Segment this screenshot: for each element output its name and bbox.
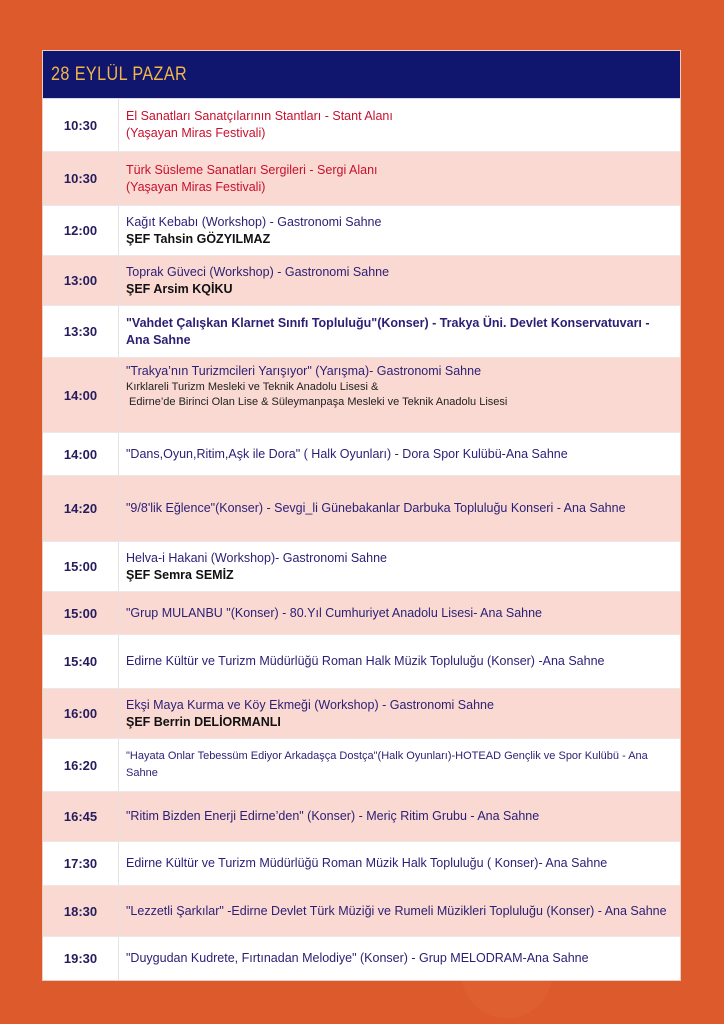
schedule-row	[43, 152, 680, 206]
event-description	[119, 592, 680, 634]
event-title: El Sanatları Sanatçılarının Stantları - Stant Alanı	[126, 109, 393, 123]
event-time: 16:00	[43, 689, 119, 738]
schedule-row	[43, 99, 680, 152]
event-time: 10:30	[43, 99, 119, 151]
event-title: Türk Süsleme Sanatları Sergileri - Sergi Alanı	[126, 162, 378, 177]
schedule-row	[43, 358, 680, 433]
participant-line: Edirne’de Birinci Olan Lise & Süleymanpaşa Mesleki ve Teknik Anadolu Lisesi	[126, 396, 508, 408]
event-time: 13:00	[43, 256, 119, 305]
event-description	[119, 433, 680, 475]
schedule-row	[43, 256, 680, 306]
event-time: 10:30	[43, 152, 119, 205]
schedule-row	[43, 937, 680, 980]
event-description	[119, 792, 680, 841]
event-title: "Vahdet Çalışkan Klarnet Sınıfı Topluluğu"(Konser) - Trakya Üni. Devlet Konservatuvarı - Ana Sahne	[126, 315, 650, 347]
day-title: 28 EYLÜL PAZAR	[51, 63, 188, 85]
schedule-row	[43, 206, 680, 256]
participant-line: Kırklareli Turizm Mesleki ve Teknik Anadolu Lisesi &	[126, 381, 379, 393]
event-title: Helva-i Hakani (Workshop)- Gastronomi Sahne	[126, 550, 387, 565]
schedule-row	[43, 306, 680, 358]
event-description	[119, 256, 680, 305]
event-description	[119, 886, 680, 936]
event-description	[119, 306, 680, 357]
event-title: Edirne Kültür ve Turizm Müdürlüğü Roman Halk Müzik Topluluğu (Konser) -Ana Sahne	[126, 654, 605, 668]
schedule-row	[43, 842, 680, 886]
event-description	[119, 542, 680, 591]
chef-name: ŞEF Tahsin GÖZYILMAZ	[126, 231, 271, 246]
schedule-row	[43, 635, 680, 689]
event-description	[119, 358, 680, 432]
chef-name: ŞEF Semra SEMİZ	[126, 567, 234, 582]
event-time: 15:00	[43, 592, 119, 634]
event-description	[119, 739, 680, 791]
schedule-row	[43, 886, 680, 937]
event-time: 14:00	[43, 433, 119, 475]
event-time: 16:45	[43, 792, 119, 841]
event-time: 18:30	[43, 886, 119, 936]
event-title: "Hayata Onlar Tebessüm Ediyor Arkadaşça Dostça"(Halk Oyunları)-HOTEAD Gençlik ve Spor Kulübü - Ana Sahne	[126, 750, 648, 779]
chef-name: ŞEF Arsim KQİKU	[126, 281, 233, 296]
chef-name: ŞEF Berrin DELİORMANLI	[126, 714, 281, 729]
event-time: 16:20	[43, 739, 119, 791]
event-time: 15:00	[43, 542, 119, 591]
event-time: 14:20	[43, 476, 119, 541]
event-title: "Dans,Oyun,Ritim,Aşk ile Dora" ( Halk Oyunları) - Dora Spor Kulübü-Ana Sahne	[126, 446, 568, 461]
event-title: Toprak Güveci (Workshop) - Gastronomi Sahne	[126, 264, 390, 279]
event-title: Ekşi Maya Kurma ve Köy Ekmeği (Workshop) - Gastronomi Sahne	[126, 697, 494, 712]
day-header	[43, 51, 680, 99]
event-description	[119, 842, 680, 885]
event-description	[119, 206, 680, 255]
event-description	[119, 99, 680, 151]
event-time: 14:00	[43, 358, 119, 432]
event-title: "Ritim Bizden Enerji Edirne’den" (Konser) - Meriç Ritim Grubu - Ana Sahne	[126, 809, 540, 823]
event-description	[119, 635, 680, 688]
schedule-row	[43, 792, 680, 842]
event-description	[119, 152, 680, 205]
event-description	[119, 689, 680, 738]
event-title: Kağıt Kebabı (Workshop) - Gastronomi Sahne	[126, 214, 382, 229]
schedule-row	[43, 542, 680, 592]
event-time: 15:40	[43, 635, 119, 688]
event-time: 19:30	[43, 937, 119, 980]
event-subtitle: (Yaşayan Miras Festivali)	[126, 179, 266, 194]
schedule-row	[43, 689, 680, 739]
event-title: "Trakya’nın Turizmcileri Yarışıyor" (Yarışma)- Gastronomi Sahne	[126, 364, 482, 378]
schedule-row	[43, 433, 680, 476]
event-title: "Lezzetli Şarkılar" -Edirne Devlet Türk Müziği ve Rumeli Müzikleri Topluluğu (Konser) - Ana Sahne	[126, 903, 667, 918]
schedule-table	[42, 50, 681, 981]
event-title: "Duygudan Kudrete, Fırtınadan Melodiye" (Konser) - Grup MELODRAM-Ana Sahne	[126, 951, 589, 965]
schedule-row	[43, 476, 680, 542]
event-description	[119, 937, 680, 980]
event-subtitle: (Yaşayan Miras Festivali)	[126, 126, 266, 140]
event-title: "9/8'lik Eğlence"(Konser) - Sevgi_li Günebakanlar Darbuka Topluluğu Konseri - Ana Sahne	[126, 501, 626, 515]
schedule-row	[43, 592, 680, 635]
event-title: "Grup MULANBU "(Konser) - 80.Yıl Cumhuriyet Anadolu Lisesi- Ana Sahne	[126, 605, 543, 620]
schedule-row	[43, 739, 680, 792]
event-title: Edirne Kültür ve Turizm Müdürlüğü Roman Müzik Halk Topluluğu ( Konser)- Ana Sahne	[126, 856, 608, 870]
event-time: 17:30	[43, 842, 119, 885]
event-time: 12:00	[43, 206, 119, 255]
event-description	[119, 476, 680, 541]
event-time: 13:30	[43, 306, 119, 357]
